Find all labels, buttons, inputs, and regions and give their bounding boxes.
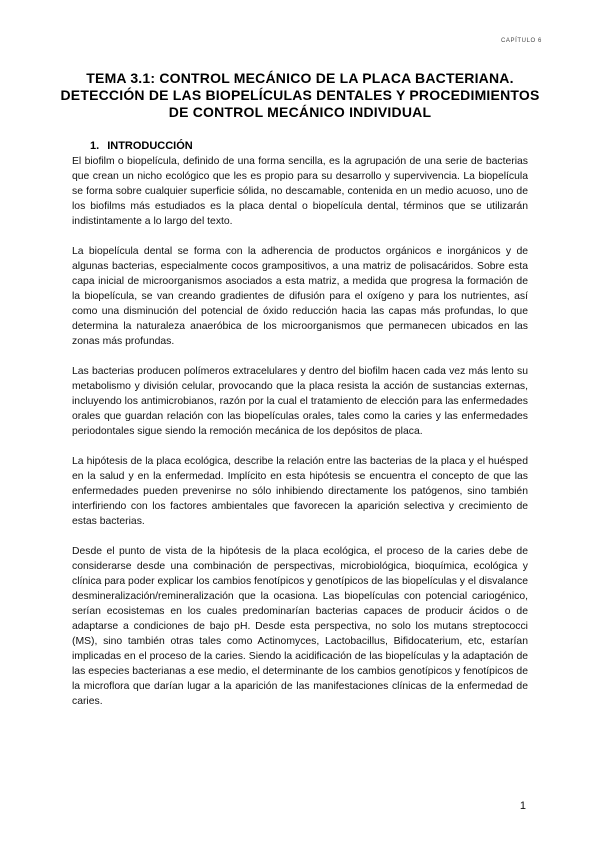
page-number: 1 xyxy=(519,800,526,812)
paragraph: Las bacterias producen polímeros extracelulares y dentro del biofilm hacen cada vez más lento su metabolismo y división celular, provocando que la placa resista la acción de sustancias externas, incluyendo los antimicrobianos, razón por la cual el tratamiento de elección para las enfermedades orales que guardan relación con las biopelículas orales, tales como la caries y las enfermedades periodontales sigue siendo la remoción mecánica de los depósitos de placa. xyxy=(72,366,528,437)
section-heading xyxy=(90,140,193,152)
paragraph: El biofilm o biopelícula, definido de una forma sencilla, es la agrupación de una serie de bacterias que crean un nicho ecológico que les es propio para su desarrollo y supervivencia. La biopelícula se forma sobre cualquier superficie sólida, no descamable, contenida en un medio acuoso, uno de los biofilms más estudiados es la placa dental o biopelícula dental, términos que se utilizarán indistintamente a lo largo del texto. xyxy=(72,156,528,227)
section-title: INTRODUCCIÓN xyxy=(107,140,193,152)
title-line-1: TEMA 3.1: CONTROL MECÁNICO DE LA PLACA BACTERIANA. xyxy=(86,70,514,86)
body-text xyxy=(72,154,528,724)
paragraph: Desde el punto de vista de la hipótesis de la placa ecológica, el proceso de la caries debe de considerarse desde una combinación de perspectivas, microbiológica, bioquímica, ecológica y clínica para poder explicar los cambios fenotípicos y genotípicos de las biopelículas y el disvalance desmineralización/remineralización que la ocasiona. Las biopelículas con potencial cariogénico, serían ecosistemas en los cuales predominarían bacterias capaces de producir ácidos o de adaptarse a condiciones de bajo pH. Desde esta perspectiva, no solo los mutans streptococci (MS), sino también otras tales como Actinomyces, Lactobacillus, Bifidocaterium, etc, estarían implicadas en el proceso de la caries. Siendo la acidificación de las biopelículas y la adaptación de las especies bacterianas a ese medio, el determinante de los cambios genotípicos y fenotípicos de la microflora que darían lugar a la aparición de las manifestaciones clínicas de la enfermedad de caries. xyxy=(72,546,528,707)
chapter-label: CAPÍTULO 6 xyxy=(500,38,542,44)
title-line-2: DETECCIÓN DE LAS BIOPELÍCULAS DENTALES Y PROCEDIMIENTOS xyxy=(60,87,540,103)
page-title xyxy=(60,70,540,121)
title-line-3: DE CONTROL MECÁNICO INDIVIDUAL xyxy=(168,104,432,120)
paragraph: La hipótesis de la placa ecológica, describe la relación entre las bacterias de la placa y el huésped en la salud y en la enfermedad. Implícito en esta hipótesis se encuentra el concepto de que las enfermedades pueden prevenirse no sólo inhibiendo directamente los patógenos, sino también interfiriendo con los factores ambientales que favorecen la aparición selectiva y crecimiento de estas bacterias. xyxy=(72,456,528,527)
paragraph: La biopelícula dental se forma con la adherencia de productos orgánicos e inorgánicos y de algunas bacterias, especialmente cocos grampositivos, a una matriz de polisacáridos. Sobre esta capa inicial de microorganismos asociados a esta matriz, a medida que progresa la formación de la biopelícula, se van creando gradientes de difusión para el oxígeno y para los nutrientes, así como una disminución del potencial de óxido reducción hacia las capas más profundas, lo que determina la naturaleza anaeróbica de los microorganismos que permanecen ubicados en las zonas más profundas. xyxy=(72,246,528,347)
section-number: 1. xyxy=(90,140,100,152)
